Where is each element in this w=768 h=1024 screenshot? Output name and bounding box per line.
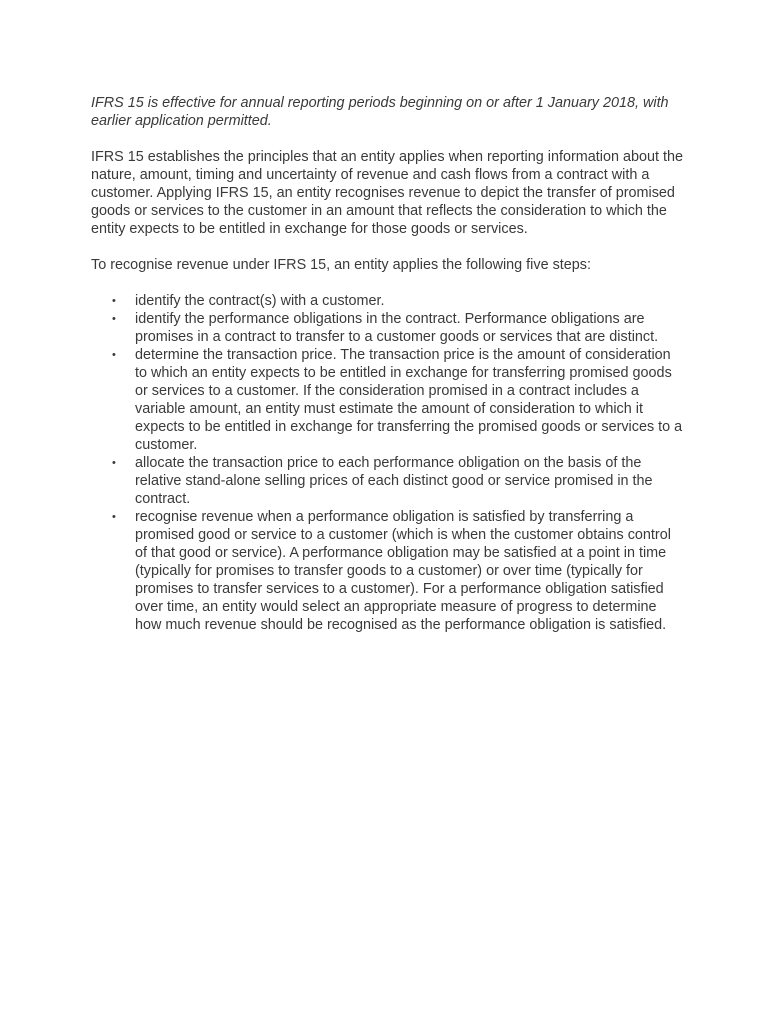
principles-paragraph: IFRS 15 establishes the principles that an entity applies when reporting information about the nature, amount, timing and uncertainty of revenue and cash flows from a contract with a customer. Applying IFRS 15, an entity recognises revenue to depict the transfer of promised goods or services to the customer in an amount that reflects the consideration to which the entity expects to be entitled in exchange for those goods or services. (91, 149, 683, 237)
bullet-icon: • (112, 457, 116, 469)
list-item (91, 310, 686, 346)
step-text: identify the performance obligations in the contract. Performance obligations are promises in a contract to transfer to a customer goods or services that are distinct. (135, 311, 659, 345)
effective-date-note: IFRS 15 is effective for annual reporting periods beginning on or after 1 January 2018, with earlier application permitted. (91, 95, 669, 129)
list-item (91, 292, 686, 310)
list-item (91, 508, 686, 634)
step-text: determine the transaction price. The transaction price is the amount of consideration to which an entity expects to be entitled in exchange for transferring promised goods or services to a customer. If the consideration promised in a contract includes a variable amount, an entity must estimate the amount of consideration to which it expects to be entitled in exchange for transferring the promised goods or services to a customer. (135, 347, 683, 453)
bullet-icon: • (112, 511, 116, 523)
document-page (91, 94, 686, 634)
five-steps-list (91, 292, 686, 634)
bullet-icon: • (112, 313, 116, 325)
step-text: allocate the transaction price to each performance obligation on the basis of the relative stand-alone selling prices of each distinct good or service promised in the contract. (135, 455, 653, 507)
steps-intro: To recognise revenue under IFRS 15, an entity applies the following five steps: (91, 257, 591, 273)
bullet-icon: • (112, 295, 116, 307)
step-text: identify the contract(s) with a customer. (135, 293, 385, 309)
step-text: recognise revenue when a performance obligation is satisfied by transferring a promised good or service to a customer (which is when the customer obtains control of that good or service). A performance obligation may be satisfied at a point in time (typically for promises to transfer goods to a customer) or over time (typically for promises to transfer services to a customer). For a performance obligation satisfied over time, an entity would select an appropriate measure of progress to determine how much revenue should be recognised as the performance obligation is satisfied. (135, 509, 671, 633)
list-item (91, 346, 686, 454)
bullet-icon: • (112, 349, 116, 361)
list-item (91, 454, 686, 508)
